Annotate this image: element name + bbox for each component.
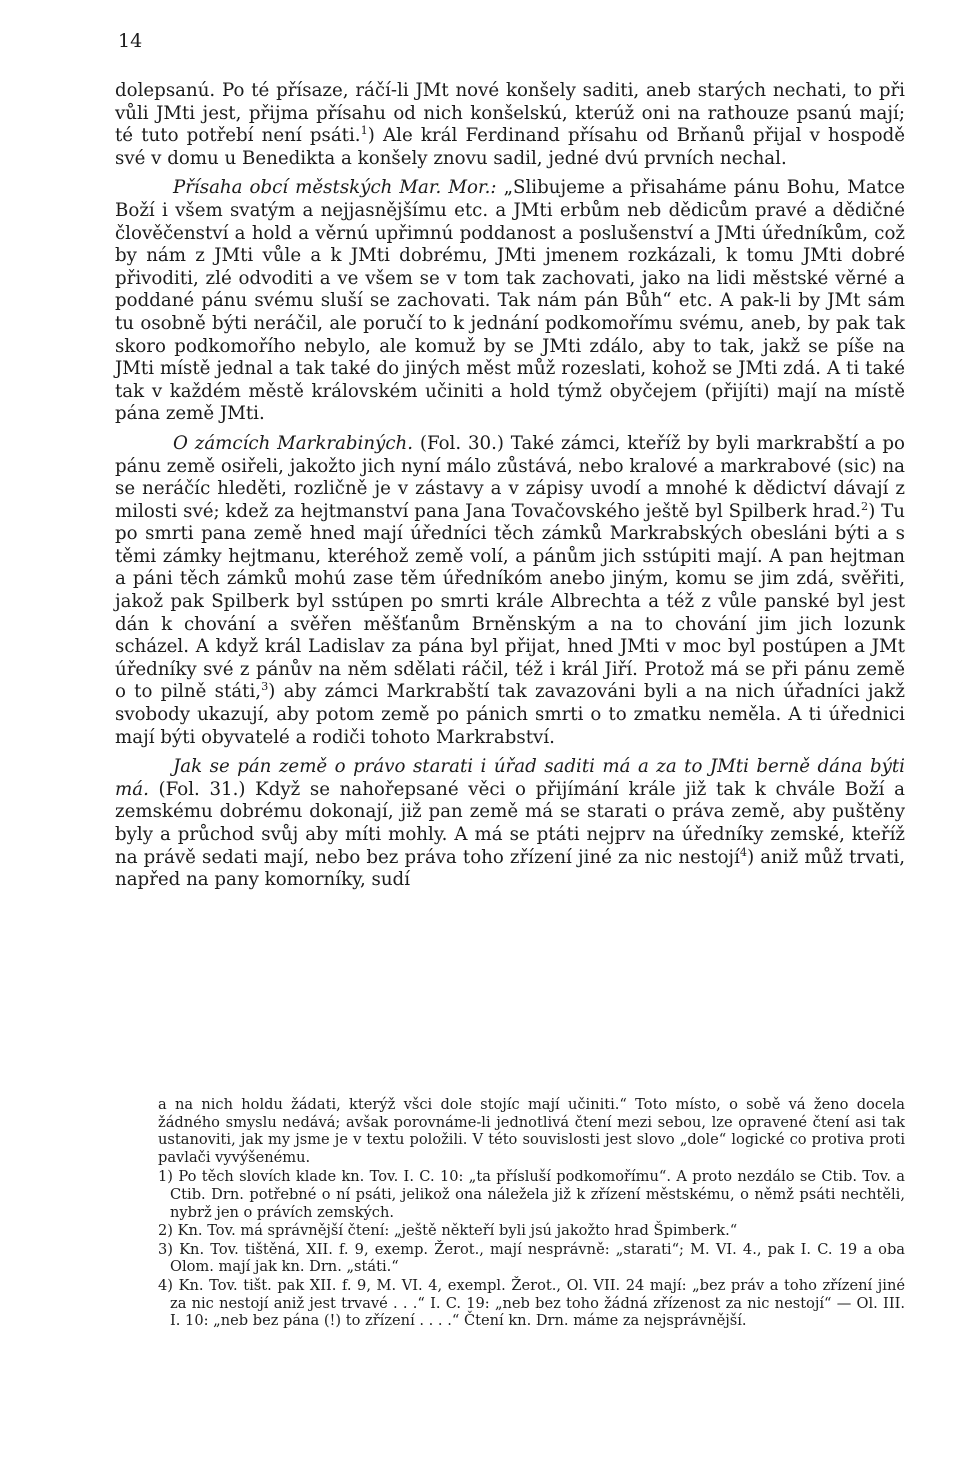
section-heading: Jak se pán země o právo starati i úřad saditi má a za to JMti berně dána býti má. (115, 756, 905, 800)
section-heading: O zámcích Markrabiných. (173, 432, 414, 454)
paragraph-text: dolepsanú. Po té přísaze, ráčí-li JMt nové konšely saditi, aneb starých nechati, to při vůli JMti jest, přijma přísahu od nich konšelskú, kterúž oni na rathouze psanú mají; té tuto potřebí není psáti. (115, 80, 905, 147)
footnote-ref: 4 (739, 845, 748, 859)
paragraph-margrave-castles: O zámcích Markrabiných. (Fol. 30.) Také zámci, kteříž by byli markrabští a po pánu země osiřeli, jakožto jich nyní málo zůstává, nebo kralové a markrabové (sic) na se neráčíc hleděti, rozličně je v zástavy a v zápisy uvodí a mnohé k dědictví dávají z milosti své; kdež za hejtmanství pana Jana Tovačovského ještě byl Spilberk hrad.$^2$) Tu po smrti pana země hned mají úředníci těch zámků Markrabských obesláni býti a s těmi zámky hejtmanu, kteréhož země volí, a pánům jich sstúpiti mají. A pan hejtman a páni těch zámků mohú zase těm úředníkóm anebo jiným, komu se jim zdá, svěřiti, jakož pak Spilberk byl sstúpen po smrti krále Albrechta a též z vůle panské byl jest dán k chování a svěřen měšťanům Brněnským a na to chování jim jich lozunk scházel. A když král Ladislav za pána byl přijat, hned JMti v moc byl postúpen a JMt úředníky své z pánův na něm sdělati ráčil, též i král Jiří. Protož má se při pánu země o to pilně státi,$^3$) aby zámci Markrabští tak zavazováni byli a na nich úřadníci jakž svobody ukazují, aby potom země po pánich smrti o to zmatku neměla. A ti úřednici mají býti obyvatelé a rodiči tohoto Markrabství. (115, 432, 906, 748)
footnote-mark: 1) (158, 1168, 173, 1186)
footnote-mark: 3) (158, 1240, 173, 1258)
paragraph-text: „Slibujeme a přisaháme pánu Bohu, Matce Boží i všem svatým a nejjasnějšímu etc. a JMti erbům neb dědicům pravé a dědičné člověčenství a hold a věrnú upřimnú poddanost a poslušenství a JMti úředníkům, což by nám z JMti vůle a k JMti dobrému, JMti jmenem rozkázali, k tomu JMti dobré přivoditi, zlé odvoditi a ve všem se v tom tak zachovati, jako na lidi městské věrné a poddané pánu svému sluší se zachovati. Tak nám pán Bůh“ etc. A pak-li by JMt sám tu osobně býti neráčil, ale poručí to k jednání podkomořímu svému, aneb, by pak tak skoro podkomořího nebylo, ale komuž by se JMti zdálo, aby to tak, jakž se píše na JMti místě jednal a tak také do jiných měst můž rozeslati, kohož se JMti zdá. A ti také tak v každém městě královském učiniti a hold týmž obyčejem (přijíti) mají na místě pána země JMti. (115, 177, 905, 425)
footnote-mark: 2) (158, 1222, 173, 1240)
paragraph-town-oath (115, 177, 905, 426)
paragraph-text-after: aby zámci Markrabští tak zavazováni byli a na nich úřadníci jakž svobody ukazují, aby potom země po pánich smrti o to zmatku neměla. A ti úřednici mají býti obyvatelé a rodiči tohoto Markrabství. (115, 681, 906, 748)
footnote-3 (158, 1241, 905, 1276)
footnote-text: Po těch slovích klade kn. Tov. I. C. 10: „ta přísluší podkomořímu“. A proto nezdálo se Ctib. Tov. a Ctib. Drn. potřebné o ní psáti, jelikož ona náležela již k zřízení městskému, o němž psáti nechtěli, nybrž jen o právích zemských. (170, 1168, 906, 1221)
paragraph-text: (Fol. 30.) Také zámci, kteříž by byli markrabští a po pánu země osiřeli, jakožto jich nyní málo zůstává, nebo kralové a markrabové (sic) na se neráčíc hleděti, rozličně je v zástavy a v zápisy uvodí a mnohé k dědictví dávají z milosti své; kdež za hejtmanství pana Jana Tovačovského ještě byl Spilberk hrad. (115, 432, 905, 522)
footnotes (158, 1096, 905, 1331)
page-number: 14 (118, 30, 143, 52)
paragraph-land-law: Jak se pán země o právo starati i úřad saditi má a za to JMti berně dána býti má. (Fol. 31.) Když se nahořepsané věci o přijímání krále již tak k chvále Boží a zemskému dobrému dokonají, již pan země má se starati o práva země, aby puštěny byly a průchod svůj aby míti mohly. A má se ptáti nejprv na úředníky zemské, kteříž na právě sedati mají, nebo bez práva toho zřízení jiné za nic nestojí$^4$) aniž můž trvati, napřed na pany komorníky, sudí (115, 756, 906, 891)
footnote-1 (158, 1168, 905, 1221)
footnote-continuation: a na nich holdu žádati, kterýž všci dole stojíc mají učiniti.“ Toto místo, o sobě vá ženo docela žádného smyslu nedává; avšak porovnáme-li jednotlivá čtení mezi sebou, lze opravené čtení asi tak ustanoviti, jak my jsme je v textu položili. V této souvislosti jest slovo „dole“ logické co protiva proti pavlači vyvýšenému. (158, 1096, 905, 1166)
body-text (115, 80, 905, 892)
paragraph-text-after: aniž můž trvati, napřed na pany komorníky, sudí (115, 846, 906, 891)
footnote-ref: 3 (261, 680, 269, 694)
paragraph-oath-intro: dolepsanú. Po té přísaze, ráčí-li JMt nové konšely saditi, aneb starých nechati, to při vůli JMti jest, přijma přísahu od nich konšelskú, kterúž oni na rathouze psanú mají; té tuto potřebí není psáti.$^1$) Ale král Ferdinand přísahu od Brňanů přijal v hospodě své v domu u Benedikta a konšely znovu sadil, jedné dvú prvních nechal. (115, 80, 905, 169)
section-heading: Přísaha obcí městských Mar. Mor.: (173, 177, 497, 199)
footnote-text: Kn. Tov. tištěná, XII. f. 9, exemp. Žerot., mají nesprávně: „starati“; M. VI. 4., pak I. C. 19 a oba Olom. mají jak kn. Drn. „státi.“ (170, 1240, 906, 1276)
footnote-mark: 4) (158, 1276, 173, 1294)
footnote-text: Kn. Tov. má správnější čtení: „ještě někteří byli jsú jakožto hrad Špimberk.“ (177, 1222, 738, 1240)
paragraph-text-after: Ale král Ferdinand přísahu od Brňanů přijal v hospodě své v domu u Benedikta a konšely znovu sadil, jedné dvú prvních nechal. (115, 125, 905, 169)
footnote-ref: 2 (861, 499, 869, 513)
paragraph-text: (Fol. 31.) Když se nahořepsané věci o přijímání krále již tak k chvále Boží a zemskému dobrému dokonají, již pan země má se starati o práva země, aby puštěny byly a průchod svůj aby míti mohly. A má se ptáti nejprv na úředníky zemské, kteříž na právě sedati mají, nebo bez práva toho zřízení jiné za nic nestojí (115, 778, 905, 868)
footnote-2 (158, 1222, 905, 1240)
footnote-4 (158, 1277, 905, 1330)
paragraph-text-after: Tu po smrti pana země hned mají úředníci těch zámků Markrabských obesláni býti a s těmi zámky hejtmanu, kteréhož země volí, a pánům jich sstúpiti mají. A pan hejtman a páni těch zámků mohú zase těm úředníkóm anebo jiným, komu se jim zdá, svěřiti, jakož pak Spilberk byl sstúpen po smrti krále Albrechta a též z vůle panské byl jest dán k chování a svěřen měšťanům Brněnským a na to chování jim jich lozunk scházel. A když král Ladislav za pána byl přijat, hned JMti v moc byl postúpen a JMt úředníky své z pánův na něm sdělati ráčil, též i král Jiří. Protož má se při pánu země o to pilně státi, (115, 500, 905, 703)
footnote-ref: 1 (360, 124, 368, 138)
footnote-text: Kn. Tov. tišt. pak XII. f. 9, M. VI. 4, exempl. Žerot., Ol. VII. 24 mají: „bez práv a toho zřízení jiné za nic nestojí aniž jest trvavé . . .“ I. C. 19: „neb bez toho žádná zřízenost za nic nestojí“ — Ol. III. I. 10: „neb bez pána (!) to zřízení . . . .“ Čtení kn. Drn. máme za nejsprávnější. (170, 1276, 906, 1330)
